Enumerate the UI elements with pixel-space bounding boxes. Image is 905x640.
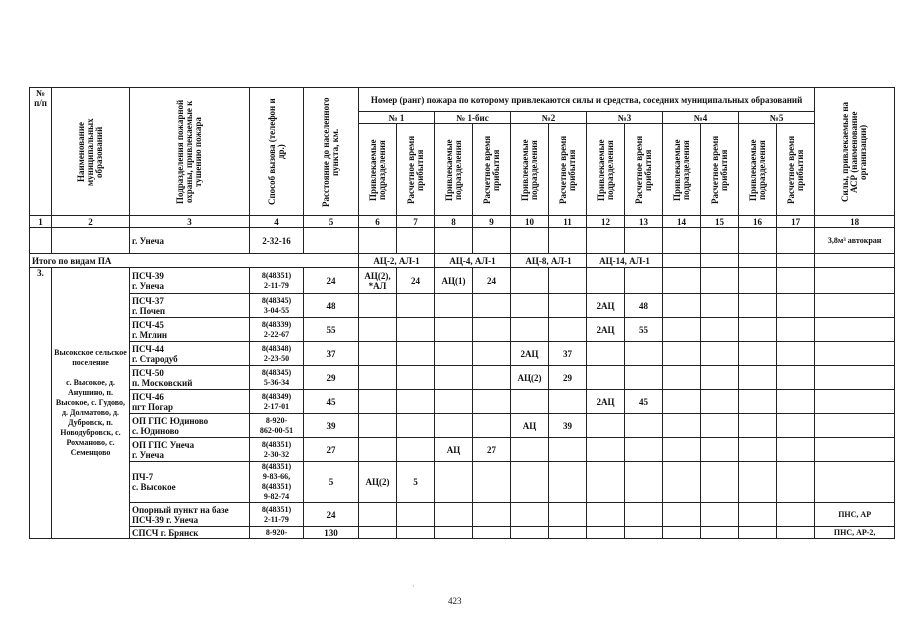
row-r1bis-units: АЦ(1) [435,268,473,294]
sub-header-units: Привлекаемые подразделения [435,124,473,216]
sub-header-units: Привлекаемые подразделения [359,124,397,216]
column-number: 17 [777,216,815,228]
column-number: 15 [701,216,739,228]
header-distance: Расстояние до населенного пункта, км. [304,88,359,216]
empty-cell [777,268,815,294]
table-row [30,318,895,342]
row-r3-time [625,342,663,366]
table-row [30,414,895,438]
empty-cell [777,366,815,390]
rank-header: №3 [587,112,663,124]
empty-cell [777,527,815,539]
empty-cell [663,462,701,503]
empty-cell [739,462,777,503]
row-r2-time [549,318,587,342]
row-asr [815,462,895,503]
row-r2-units [511,527,549,539]
row-distance: 5 [304,462,359,503]
row-r1bis-units [435,527,473,539]
empty-cell [701,268,739,294]
row-r2-time [549,438,587,462]
empty-cell [663,503,701,527]
empty-cell [739,527,777,539]
row-call: 8-920- 862-00-51 [250,414,304,438]
rank-header: №5 [739,112,815,124]
row-r1-units: АЦ(2) [359,462,397,503]
sub-header-units: Привлекаемые подразделения [511,124,549,216]
table-row [30,527,895,539]
empty-cell [739,294,777,318]
total-r1: АЦ-2, АЛ-1 [359,254,435,268]
row-r2-time: 29 [549,366,587,390]
row-r1-units [359,366,397,390]
row-r1bis-time [473,366,511,390]
row-distance: 24 [304,503,359,527]
row-unit: ПЧ-7 с. Высокое [130,462,250,503]
column-number: 7 [397,216,435,228]
row-r1bis-time [473,527,511,539]
row-r1-time [397,294,435,318]
column-number: 5 [304,216,359,228]
row-r3-time [625,366,663,390]
row-asr [815,318,895,342]
rank-header: №4 [663,112,739,124]
empty-cell [663,438,701,462]
row-r1-time [397,414,435,438]
row-r1-time [397,390,435,414]
sub-header-time: Расчетное время прибытия [777,124,815,216]
sub-header-units: Привлекаемые подразделения [587,124,625,216]
row-unit: ПСЧ-37 г. Почеп [130,294,250,318]
empty-cell [701,503,739,527]
row-r3-units [587,268,625,294]
empty-cell [777,294,815,318]
empty-cell [739,268,777,294]
empty-cell [701,438,739,462]
row-r1bis-time [473,462,511,503]
row-r3-time [625,527,663,539]
row-r2-time [549,462,587,503]
row-r3-units [587,366,625,390]
row-r1bis-time [473,318,511,342]
row-r1bis-time [473,503,511,527]
row-r1bis-units [435,462,473,503]
row-asr: ПНС, АР [815,503,895,527]
column-number: 10 [511,216,549,228]
sub-header-time: Расчетное время прибытия [397,124,435,216]
empty-cell [777,438,815,462]
row-r2-time [549,527,587,539]
row-r3-time: 45 [625,390,663,414]
column-number: 4 [250,216,304,228]
empty-cell [663,390,701,414]
table-row [30,390,895,414]
header-fire-rank: Номер (ранг) пожара по которому привлекаются силы и средства, соседних муниципальных образований [359,88,815,112]
row-unit: ПСЧ-45 г. Мглин [130,318,250,342]
row-r3-time: 55 [625,318,663,342]
column-number: 1 [30,216,52,228]
row-unit: СПСЧ г. Брянск [130,527,250,539]
empty-cell [701,390,739,414]
table-row [30,462,895,503]
empty-cell [663,342,701,366]
row-r1-units [359,414,397,438]
row-r3-units [587,503,625,527]
row-r1-time [397,527,435,539]
table-row [30,342,895,366]
empty-cell [701,366,739,390]
row-r2-time [549,294,587,318]
total-label: Итого по видам ПА [30,254,359,268]
row-r2-time [549,503,587,527]
empty-cell [701,342,739,366]
empty-cell [701,527,739,539]
empty-cell [777,390,815,414]
dot-mark: · [412,582,415,591]
sub-header-units: Привлекаемые подразделения [663,124,701,216]
row-distance: 24 [304,268,359,294]
empty-cell [739,414,777,438]
row-r3-units [587,462,625,503]
sub-header-time: Расчетное время прибытия [701,124,739,216]
row-r3-time [625,503,663,527]
row-r2-units: АЦ [511,414,549,438]
empty-cell [663,366,701,390]
row-r1-time [397,342,435,366]
row-r2-units [511,503,549,527]
row-r1-units: АЦ(2), *АЛ [359,268,397,294]
empty-cell [663,527,701,539]
empty-cell [663,414,701,438]
row-r1bis-time [473,414,511,438]
table-row [30,268,895,294]
row-r1-time: 5 [397,462,435,503]
row-r3-units: 2АЦ [587,390,625,414]
total-r2: АЦ-8, АЛ-1 [511,254,587,268]
top-row-extra: 3,8м³ автокран [815,228,895,254]
row-asr [815,390,895,414]
row-r3-time [625,438,663,462]
row-distance: 45 [304,390,359,414]
row-r2-units: АЦ(2) [511,366,549,390]
empty-cell [701,294,739,318]
empty-cell [701,414,739,438]
row-distance: 37 [304,342,359,366]
row-r1-units [359,390,397,414]
row-call: 8(48349) 2-17-01 [250,390,304,414]
table-row [30,294,895,318]
row-unit: ПСЧ-39 г. Унеча [130,268,250,294]
row-r1bis-time [473,294,511,318]
row-asr [815,366,895,390]
row-r1bis-units [435,342,473,366]
row-r1-time [397,366,435,390]
row-r2-time [549,268,587,294]
column-number: 18 [815,216,895,228]
group-number: 3. [30,268,52,539]
row-r2-units [511,462,549,503]
row-r1-units [359,503,397,527]
row-unit: ОП ГПС Унеча г. Унеча [130,438,250,462]
header-units: Подразделения пожарной охраны, привлекаемые к тушению пожара [130,88,250,216]
row-unit: ПСЧ-44 г. Стародуб [130,342,250,366]
row-r1-time: 24 [397,268,435,294]
empty-cell [777,342,815,366]
row-call: 8(48348) 2-23-50 [250,342,304,366]
row-r2-units [511,318,549,342]
row-r1bis-units [435,390,473,414]
sub-header-units: Привлекаемые подразделения [739,124,777,216]
row-r1bis-units [435,503,473,527]
row-call: 8-920- [250,527,304,539]
column-number: 16 [739,216,777,228]
empty-cell [739,366,777,390]
row-r1-units [359,318,397,342]
column-number: 11 [549,216,587,228]
row-r3-units [587,342,625,366]
row-r3-units: 2АЦ [587,318,625,342]
empty-cell [663,268,701,294]
column-number: 8 [435,216,473,228]
row-r1-units [359,527,397,539]
row-r1bis-time: 27 [473,438,511,462]
column-number: 6 [359,216,397,228]
row-distance: 27 [304,438,359,462]
row-r1bis-time [473,342,511,366]
header-call-method: Способ вызова (телефон и др.) [250,88,304,216]
row-asr [815,438,895,462]
row-r3-time [625,462,663,503]
top-row-call: 2-32-16 [250,228,304,254]
column-number: 9 [473,216,511,228]
row-asr [815,414,895,438]
header-municipality: Наименование муниципальных образований [52,88,130,216]
row-call: 8(48351) 9-83-66, 8(48351) 9-82-74 [250,462,304,503]
row-r1bis-units [435,318,473,342]
row-r3-units [587,414,625,438]
header-num: № п/п [30,88,52,216]
row-r2-units [511,294,549,318]
empty-cell [739,390,777,414]
row-r3-time: 48 [625,294,663,318]
row-r1-time [397,503,435,527]
empty-cell [739,438,777,462]
row-distance: 29 [304,366,359,390]
row-call: 8(48351) 2-11-79 [250,503,304,527]
row-call: 8(48345) 3-04-55 [250,294,304,318]
row-r1bis-units: АЦ [435,438,473,462]
rank-header: № 1 [359,112,435,124]
row-distance: 55 [304,318,359,342]
row-r2-units [511,268,549,294]
table-row [30,438,895,462]
row-r1-units [359,342,397,366]
column-number: 12 [587,216,625,228]
row-r1bis-units [435,366,473,390]
empty-cell [739,318,777,342]
empty-cell [777,318,815,342]
row-asr [815,268,895,294]
row-call: 8(48351) 2-30-32 [250,438,304,462]
row-r2-units [511,438,549,462]
row-unit: ПСЧ-46 пгт Погар [130,390,250,414]
empty-cell [777,503,815,527]
row-call: 8(48339) 2-22-67 [250,318,304,342]
empty-cell [663,318,701,342]
table-row [30,503,895,527]
row-r1bis-units [435,414,473,438]
row-r3-units [587,527,625,539]
table-row [30,366,895,390]
row-r1-units [359,294,397,318]
column-number: 3 [130,216,250,228]
total-r3: АЦ-14, АЛ-1 [587,254,663,268]
column-number: 14 [663,216,701,228]
row-r3-time [625,268,663,294]
empty-cell [701,462,739,503]
top-row-unit: г. Унеча [130,228,250,254]
row-r3-time [625,414,663,438]
row-asr: ПНС, АР-2, [815,527,895,539]
row-unit: ПСЧ-50 п. Московский [130,366,250,390]
empty-cell [663,294,701,318]
sub-header-time: Расчетное время прибытия [549,124,587,216]
row-r2-units: 2АЦ [511,342,549,366]
row-r2-time [549,390,587,414]
row-call: 8(48351) 2-11-79 [250,268,304,294]
row-r1-units [359,438,397,462]
empty-cell [739,342,777,366]
fire-forces-table [29,87,895,539]
total-r1bis: АЦ-4, АЛ-1 [435,254,511,268]
sub-header-time: Расчетное время прибытия [625,124,663,216]
header-asr-forces: Силы, привлекаемые на АСР (наименование организации) [815,88,895,216]
sub-header-time: Расчетное время прибытия [473,124,511,216]
row-call: 8(48345) 5-36-34 [250,366,304,390]
row-r1-time [397,318,435,342]
empty-cell [701,318,739,342]
row-unit: Опорный пункт на базе ПСЧ-39 г. Унеча [130,503,250,527]
page-number: 423 [448,596,462,606]
rank-header: №2 [511,112,587,124]
empty-cell [777,462,815,503]
row-r3-units [587,438,625,462]
row-asr [815,294,895,318]
empty-cell [777,414,815,438]
row-asr [815,342,895,366]
row-r1bis-time [473,390,511,414]
column-number: 13 [625,216,663,228]
row-r1-time [397,438,435,462]
rank-header: № 1-бис [435,112,511,124]
empty-cell [739,503,777,527]
row-r3-units: 2АЦ [587,294,625,318]
row-distance: 48 [304,294,359,318]
row-distance: 39 [304,414,359,438]
row-r1bis-units [435,294,473,318]
row-r2-time: 39 [549,414,587,438]
row-r2-time: 37 [549,342,587,366]
row-distance: 130 [304,527,359,539]
column-number: 2 [52,216,130,228]
row-r1bis-time: 24 [473,268,511,294]
row-r2-units [511,390,549,414]
row-unit: ОП ГПС Юдиново с. Юдиново [130,414,250,438]
group-municipality: Высокское сельское поселение с. Высокое, д. Анушино, п. Высокое, с. Гудово, д. Долматово, д. Дубровск, п. Новодубровск, с. Рохманово, с. Семенцово [52,268,130,539]
